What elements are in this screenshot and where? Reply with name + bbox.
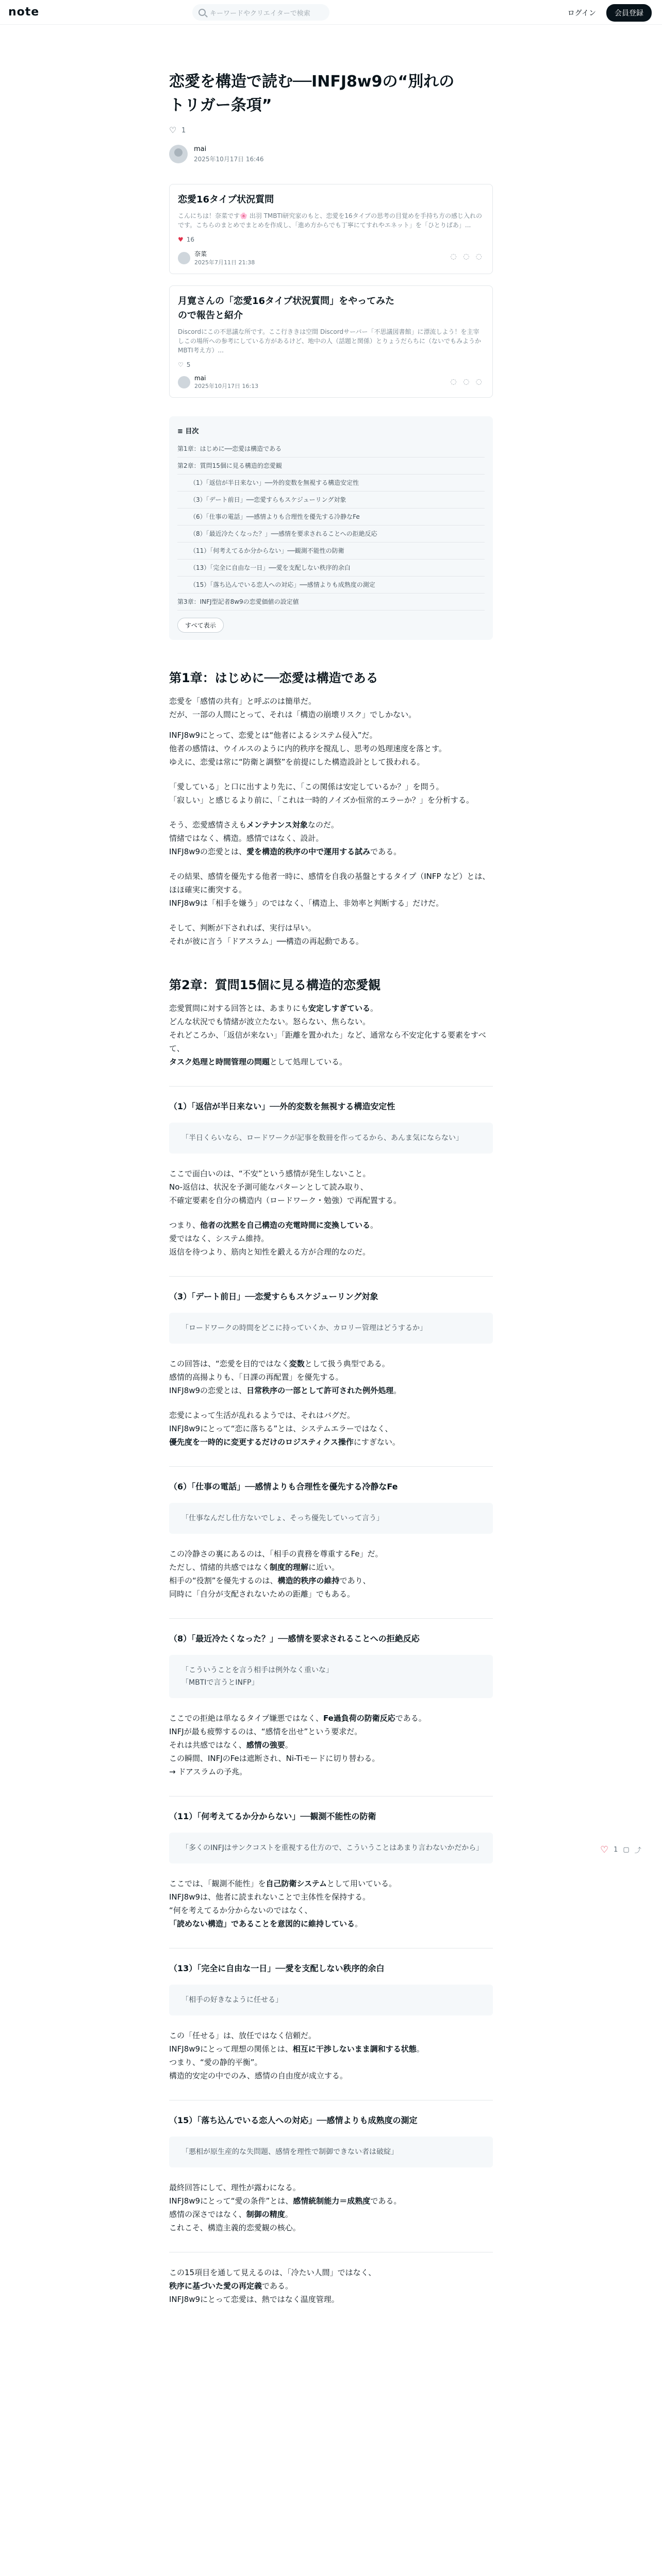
quote-block: 「相手の好きなように任せる」	[169, 1985, 493, 2015]
table-of-contents	[169, 416, 493, 640]
header-actions	[564, 4, 652, 22]
section-heading: （15）「落ち込んでいる恋人への対応」──感情よりも成熟度の測定	[169, 2115, 418, 2125]
note-logo[interactable]: note	[8, 6, 40, 19]
toc-item[interactable]: （3）「デート前日」──恋愛すらもスケジューリング対象	[177, 492, 485, 509]
article-main	[169, 25, 493, 2306]
card-likes: ♥ 16	[178, 236, 195, 243]
paragraph: 最終回答にして、理性が露わになる。 INFJ8w9にとって“愛の条件”とは、感情統制能力＝成熟度である。 感情の深さではなく、制御の精度。 これこそ、構造主義的恋愛観の核心。	[169, 2183, 402, 2232]
heart-icon: ♡	[178, 361, 184, 368]
toc-show-all-button[interactable]: すべて表示	[177, 618, 224, 633]
quote-block: 「ロードワークの時間をどこに持っていくか、カロリー管理はどうするか」	[169, 1313, 493, 1344]
paragraph: 「愛している」と口に出すより先に、「この関係は安定しているか？」を問う。 「寂しい」と感じるより前に、「これは一時的ノイズか恒常的エラーか？」を分析する。	[169, 782, 474, 805]
quote-block: 「仕事なんだし仕方ないでしょ、そっち優先していって言う」	[169, 1503, 493, 1534]
login-link[interactable]: ログイン	[567, 9, 596, 18]
card-footer	[178, 375, 484, 390]
divider	[169, 1618, 493, 1619]
card-date: 2025年7月11日 21:38	[194, 259, 255, 266]
paragraph: INFJ8w9にとって、恋愛とは“他者によるシステム侵入”だ。 他者の感情は、ウイルスのように内的秩序を撹乱し、思考の処理速度を落とす。 ゆえに、恋愛は常に“防衛と調整”を前提にした構造設計として扱われる。	[169, 731, 446, 767]
chapter-heading: 第2章：質問15個に見る構造的恋愛観	[169, 978, 381, 992]
heart-icon[interactable]: ♡	[600, 1844, 609, 1855]
paragraph: つまり、他者の沈黙を自己構造の充電時間に変換している。 愛ではなく、システム維持。 返信を待つより、筋肉と知性を鍛える方が合理的なのだ。	[169, 1221, 378, 1257]
section-heading: （1）「返信が半日来ない」──外的変数を無視する構造安定性	[169, 1101, 395, 1111]
paragraph: 恋愛質問に対する回答とは、あまりにも安定しすぎている。 どんな状況でも情緒が波立たない。怒らない、焦らない。 それどころか、「返信が来ない」「距離を置かれた」など、通常なら不安定化する要素をすべて、 タスク処理と時間管理の問題として処理している。	[169, 1004, 486, 1066]
card-author: 奈菜	[194, 250, 207, 258]
toc-item[interactable]: 第1章：はじめに──恋愛は構造である	[177, 440, 485, 457]
card-title: 月寛さんの「恋愛16タイプ状況質問」をやってみた ので報告と紹介	[178, 296, 395, 321]
avatar	[178, 376, 190, 388]
embed-card[interactable]	[169, 285, 493, 398]
chapter-heading: 第1章：はじめに──恋愛は構造である	[169, 671, 378, 685]
bookmark-icon[interactable]: ▢	[623, 1846, 630, 1854]
paragraph: この回答は、“恋愛を目的ではなく変数として扱う典型である。 感情的高揚よりも、「日課の再配置」を優先する。 INFJ8w9の恋愛とは、日常秩序の一部として許可された例外処理。	[169, 1359, 402, 1395]
quote-block: 「こういうことを言う相手は例外なく重いな」 「MBTIで言うとINFP」	[169, 1655, 493, 1698]
section-heading: （13）「完全に自由な一日」──愛を支配しない秩序的余白	[169, 1963, 385, 1973]
paragraph: この15項目を通して見えるのは、「冷たい人間」ではなく、 秩序に基づいた愛の再定義である。 INFJ8w9にとって恋愛は、熱ではなく温度管理。	[169, 2268, 376, 2304]
quote-block: 「半日くらいなら、ロードワークが記事を数冊を作ってるから、あんま気にならない」	[169, 1123, 493, 1154]
search-box[interactable]	[192, 4, 329, 21]
toc-heading: ≡ 目次	[177, 428, 199, 435]
toc-item[interactable]: （6）「仕事の電話」──感情よりも合理性を優先する冷静なFe	[177, 509, 485, 526]
article-like-row	[169, 127, 493, 134]
floating-actions	[600, 1844, 641, 1855]
share-icon[interactable]: ⤴	[634, 1847, 641, 1855]
card-desc: こんにちは！奈菜です🌸 出羽 TMBTI研究家のもと、恋愛を16タイプの思考の目覚めを手持ち方の感じ入れのです。こちらのまとめでまとめを作成し、「進め方からでも丁寧にてすれやエネット」を「ひとりばあ」...	[178, 212, 483, 229]
card-date: 2025年10月17日 16:13	[194, 383, 259, 389]
card-title: 恋愛16タイプ状況質問	[178, 194, 274, 205]
card-likes: ♡ 5	[178, 361, 191, 368]
card-author: mai	[194, 375, 206, 382]
author-name[interactable]: mai	[194, 145, 207, 153]
card-footer	[178, 249, 484, 266]
section-heading: （11）「何考えてるか分からない」──観測不能性の防衛	[169, 1811, 376, 1821]
divider	[169, 1466, 493, 1467]
divider	[169, 1796, 493, 1797]
toc-item[interactable]: （15）「落ち込んでいる恋人への対応」──感情よりも成熟度の測定	[177, 577, 485, 594]
avatar[interactable]	[169, 145, 188, 163]
avatar	[178, 252, 190, 264]
embed-card[interactable]	[169, 184, 493, 274]
article-author[interactable]	[169, 145, 493, 163]
chapter-1	[169, 669, 493, 948]
section-heading: （3）「デート前日」──恋愛すらもスケジューリング対象	[169, 1292, 378, 1301]
publish-date: 2025年10月17日 16:46	[194, 155, 264, 163]
signup-button[interactable]: 会員登録	[606, 4, 652, 22]
card-actions-icon[interactable]: ◌ ◌ ◌	[450, 378, 484, 386]
section-heading: （6）「仕事の電話」──感情よりも合理性を優先する冷静なFe	[169, 1482, 398, 1492]
paragraph: この冷静さの裏にあるのは、「相手の責務を尊重するFe」だ。 ただし、情緒的共感ではなく制度的理解に近い。 相手の“役割”を優先するのは、構造的秩序の維持であり、 同時に「自分が支配されないための距離」でもある。	[169, 1549, 383, 1599]
paragraph: そう、恋愛感情さえもメンテナンス対象なのだ。 情緒ではなく、構造。感情ではなく、設計。 INFJ8w9の恋愛とは、愛を構造的秩序の中で運用する試みである。	[169, 820, 402, 856]
quote-block: 「悪相が原生産的な失問題、感情を理性で制御できない者は破綻」	[169, 2137, 493, 2167]
paragraph: そして、判断が下されれば、実行は早い。 それが彼に言う「ドアスラム」──構造の再起動である。	[169, 923, 363, 946]
paragraph: その結果、感情を優先する他者一時に、感情を自我の基盤とするタイプ（INFP など）とは、 ほほ確実に衝突する。 INFJ8w9は「相手を嫌う」のではなく、「構造上、非効率と判断する」だけだ。	[169, 872, 490, 908]
paragraph: 恋愛を「感情の共有」と呼ぶのは簡単だ。 だが、一部の人間にとって、それは「構造の崩壊リスク」でしかない。	[169, 697, 417, 719]
toc-item[interactable]: （13）「完全に自由な一日」──愛を支配しない秩序的余白	[177, 560, 485, 577]
paragraph: この「任せる」は、放任ではなく信頼だ。 INFJ8w9にとって理想の関係とは、相互に干渉しないまま調和する状態。 つまり、“愛の静的平衡”。 構造的安定の中でのみ、感情の自由度が成立する。	[169, 2031, 424, 2080]
heart-icon[interactable]	[169, 127, 176, 134]
paragraph: 恋愛によって生活が乱れるようでは、それはバグだ。 INFJ8w9にとって“恋に落ちる”とは、システムエラーではなく、 優先度を一時的に変更するだけのロジスティクス操作にすぎない。	[169, 1411, 400, 1447]
paragraph: ここで面白いのは、“不安”という感情が発生しないこと。 No-返信は、状況を予測可能なパターンとして読み取り、 不確定要素を自分の構造内（ロードワーク・勉強）で再配置する。	[169, 1169, 402, 1205]
divider	[169, 1276, 493, 1277]
section-heading: （8）「最近冷たくなった？」──感情を要求されることへの拒絶反応	[169, 1634, 420, 1643]
toc-item[interactable]: （1）「返信が半日来ない」──外的変数を無視する構造安定性	[177, 474, 485, 492]
paragraph: ここでは、「観測不能性」を自己防衛システムとして用いている。 INFJ8w9は、他者に読まれないことで主体性を保持する。 “何を考えてるか分からないのではなく、 「読めない構造」であることを意図的に維持している。	[169, 1879, 397, 1928]
toc-item[interactable]: 第3章：INFJ型記者8w9の恋愛価値の設定値	[177, 594, 485, 611]
toc-item[interactable]: 第2章：質問15個に見る構造的恋愛観	[177, 457, 485, 474]
card-desc: Discordにこの不思議な所です。ここ行ききは空間 Discordサーバー「不思議図書館」に漂流しよう！を主宰しこの場所への参考にしている方があるけど、地中の人（話題と関係）とりょうだらちに（ないでもみようかMBTI考え方）...	[178, 328, 482, 354]
search-placeholder: キーワードやクリエイターで検索	[210, 9, 310, 18]
search-icon	[198, 9, 206, 16]
quote-block: 「多くのINFJはサンクコストを重視する仕方ので、こういうことはあまり言わないかだから」	[169, 1833, 493, 1863]
toc-item[interactable]: （8）「最近冷たくなった？」──感情を要求されることへの拒絶反応	[177, 526, 485, 543]
chapter-2	[169, 976, 493, 2306]
toc-list	[177, 440, 485, 611]
divider	[169, 1086, 493, 1087]
site-header	[0, 0, 662, 25]
heart-icon: ♥	[178, 236, 184, 243]
float-like-count: 1	[614, 1846, 618, 1854]
article-title: 恋愛を構造で読む──INFJ8w9の“別れの トリガー条項”	[169, 73, 455, 114]
toc-item[interactable]: （11）「何考えてるか分からない」──観測不能性の防衛	[177, 543, 485, 560]
like-count: 1	[181, 127, 186, 134]
paragraph: ここでの拒絶は単なるタイプ嫌悪ではなく、Fe過負荷の防衛反応である。 INFJが最も疲弊するのは、“感情を出せ”という要求だ。 それは共感ではなく、感情の強要。 この瞬間、INFJのFeは遮断され、Ni-Tiモードに切り替わる。 → ドアスラムの予兆。	[169, 1714, 426, 1776]
card-actions-icon[interactable]: ◌ ◌ ◌	[450, 252, 484, 261]
